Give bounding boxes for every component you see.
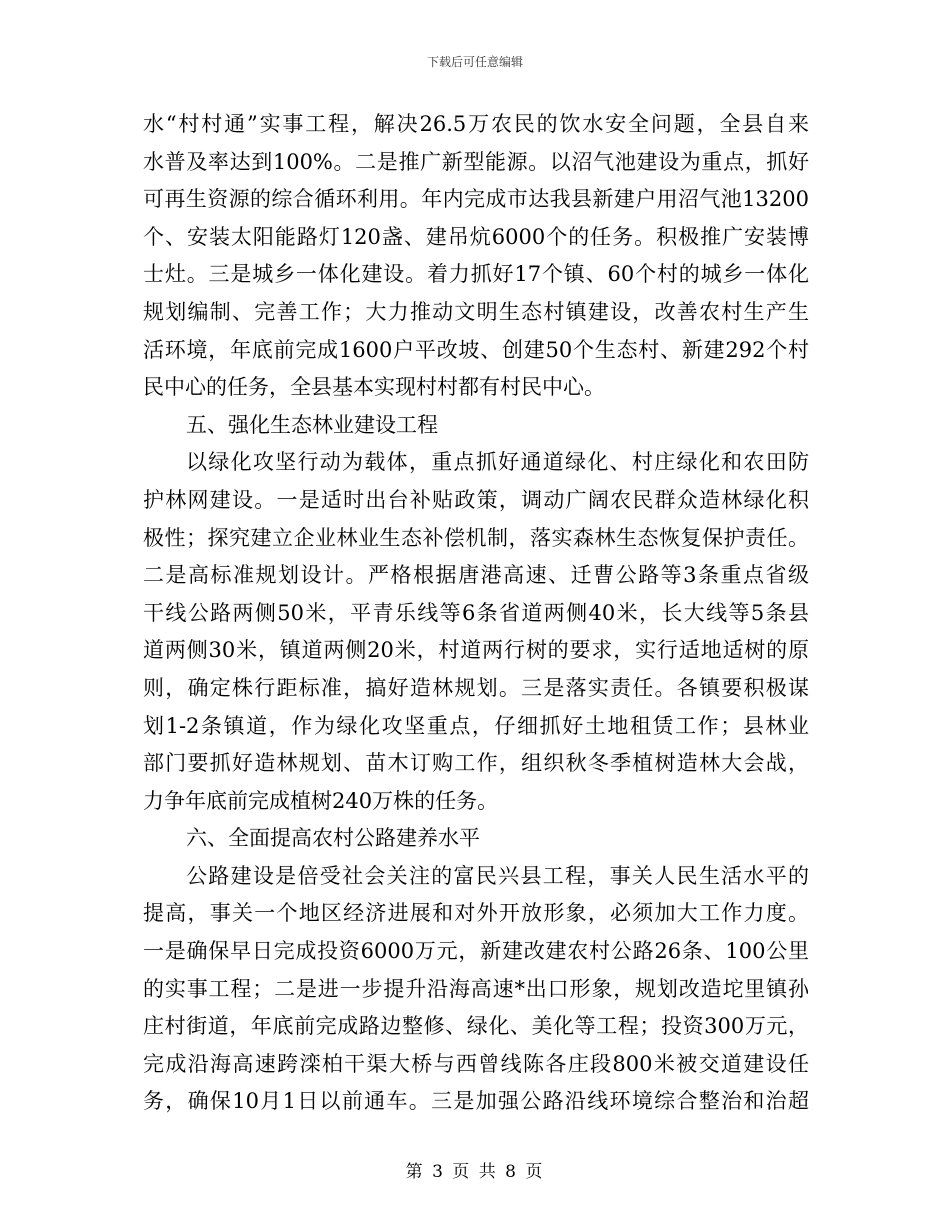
- text-line: 干线公路两侧50米，平青乐线等6条省道两侧40米，长大线等5条县: [143, 600, 809, 625]
- text-line: 极性；探究建立企业林业生态补偿机制，落实森林生态恢复保护责任。: [143, 525, 809, 550]
- text-line: 可再生资源的综合循环利用。年内完成市达我县新建户用沼气池13200: [143, 187, 809, 212]
- text-line: 护林网建设。一是适时出台补贴政策，调动广阔农民群众造林绿化积: [143, 487, 809, 512]
- text-line: 完成沿海高速跨滦柏干渠大桥与西曾线陈各庄段800米被交道建设任: [143, 1051, 809, 1076]
- text-line: 部门要抓好造林规划、苗木订购工作，组织秋冬季植树造林大会战，: [143, 751, 809, 776]
- text-line: 公路建设是倍受社会关注的富民兴县工程，事关人民生活水平的: [186, 863, 809, 888]
- text-line: 则，确定株行距标准，搞好造林规划。三是落实责任。各镇要积极谋: [143, 675, 809, 700]
- section-heading: 六、全面提高农村公路建养水平: [186, 826, 480, 851]
- text-line: 民中心的任务，全县基本实现村村都有村民中心。: [143, 375, 605, 400]
- document-body: [143, 106, 809, 1121]
- text-line: 划1-2条镇道，作为绿化攻坚重点，仔细抓好土地租赁工作；县林业: [143, 713, 809, 738]
- section-heading: 五、强化生态林业建设工程: [186, 412, 438, 437]
- text-line: 力争年底前完成植树240万株的任务。: [143, 788, 499, 813]
- text-line: 以绿化攻坚行动为载体，重点抓好通道绿化、村庄绿化和农田防: [186, 450, 809, 475]
- text-line: 道两侧30米，镇道两侧20米，村道两行树的要求，实行适地适树的原: [143, 638, 809, 663]
- text-line: 活环境，年底前完成1600户平改坡、创建50个生态村、新建292个村: [143, 337, 809, 362]
- text-line: 务，确保10月1日以前通车。三是加强公路沿线环境综合整治和治超: [143, 1089, 809, 1114]
- page-footer: 第 3 页 共 8 页: [405, 1162, 545, 1182]
- text-line: 提高，事关一个地区经济进展和对外开放形象，必须加大工作力度。: [143, 901, 809, 926]
- text-line: 水“村村通”实事工程，解决26.5万农民的饮水安全问题，全县自来: [143, 112, 809, 136]
- page-header: 下载后可任意编辑: [426, 55, 523, 69]
- text-line: 的实事工程；二是进一步提升沿海高速*出口形象，规划改造坨里镇孙: [143, 976, 809, 1001]
- text-line: 一是确保早日完成投资6000万元，新建改建农村公路26条、100公里: [143, 939, 809, 964]
- text-line: 水普及率达到100%。二是推广新型能源。以沼气池建设为重点，抓好: [143, 149, 809, 174]
- text-line: 士灶。三是城乡一体化建设。着力抓好17个镇、60个村的城乡一体化: [143, 262, 809, 287]
- text-line: 二是高标准规划设计。严格根据唐港高速、迁曹公路等3条重点省级: [143, 563, 809, 588]
- text-line: 庄村街道，年底前完成路边整修、绿化、美化等工程；投资300万元，: [143, 1014, 809, 1039]
- text-line: 规划编制、完善工作；大力推动文明生态村镇建设，改善农村生产生: [143, 299, 809, 324]
- text-line: 个、安装太阳能路灯120盏、建吊炕6000个的任务。积极推广安装博: [143, 224, 809, 249]
